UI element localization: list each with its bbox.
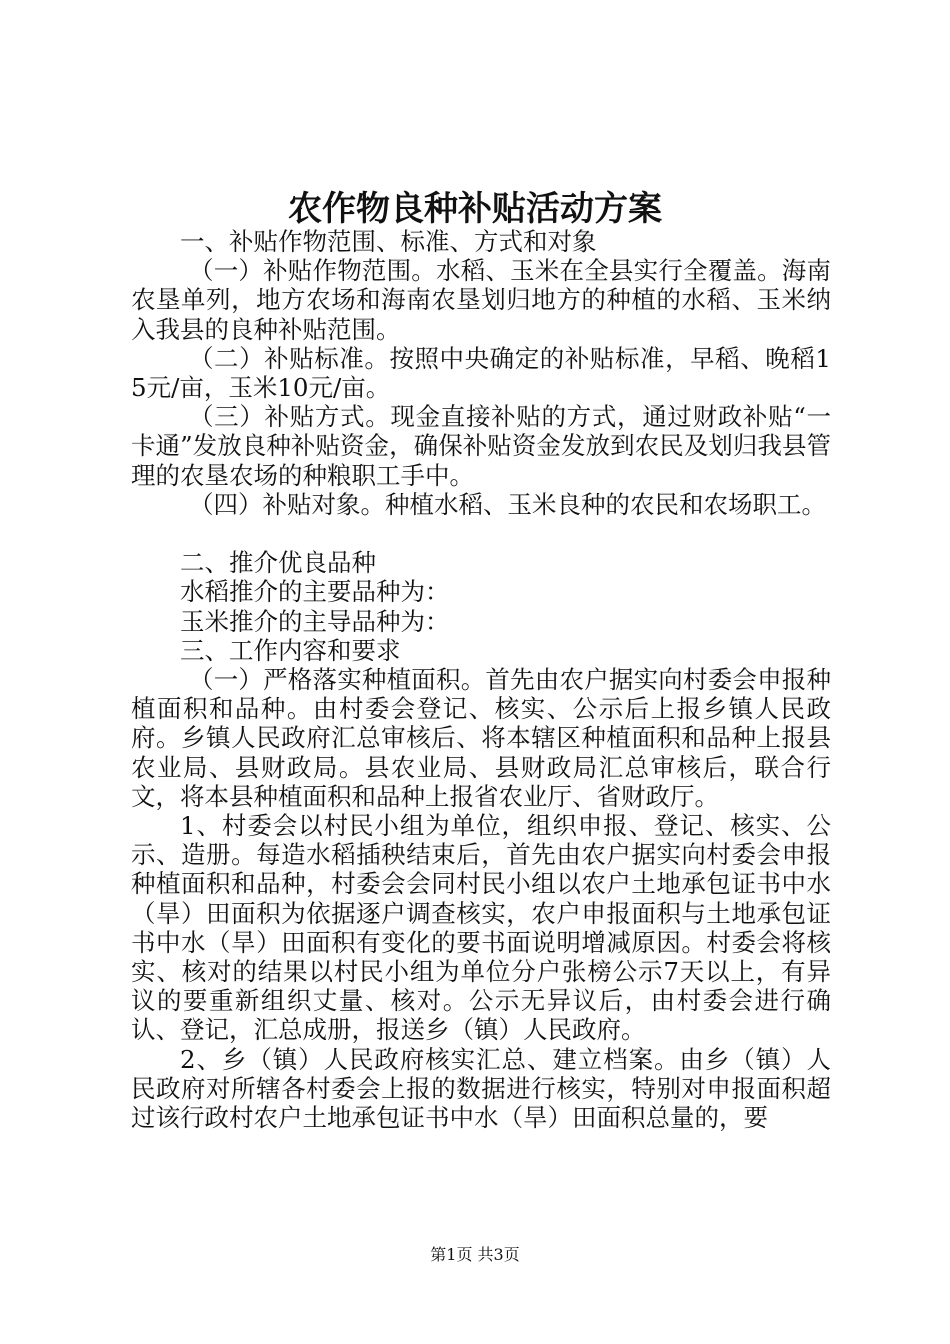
paragraph-township-government: 2、乡（镇）人民政府核实汇总、建立档案。由乡（镇）人民政府对所辖各村委会上报的数据进行核实，特别对申报面积超过该行政村农户土地承包证书中水（旱）田面积总量的，要 — [131, 1044, 831, 1133]
section-heading-2: 二、推介优良品种 — [180, 548, 376, 578]
paragraph-subsidy-standard: （二）补贴标准。按照中央确定的补贴标准，早稻、晚稻15元/亩，玉米10元/亩。 — [131, 343, 831, 403]
corn-varieties-line: 玉米推介的主导品种为： — [180, 606, 450, 636]
section-heading-1: 一、补贴作物范围、标准、方式和对象 — [180, 227, 597, 256]
paragraph-crop-scope: （一）补贴作物范围。水稻、玉米在全县实行全覆盖。海南农垦单列，地方农场和海南农垦划归地方的种植的水稻、玉米纳入我县的良种补贴范围。 — [131, 256, 831, 344]
section-heading-3: 三、工作内容和要求 — [180, 635, 401, 665]
paragraph-subsidy-target: （四）补贴对象。种植水稻、玉米良种的农民和农场职工。 — [189, 489, 826, 519]
paragraph-village-committee: 1、村委会以村民小组为单位，组织申报、登记、核实、公示、造册。每造水稻插秧结束后，首先由农户据实向村委会申报种植面积和品种，村委会会同村民小组以农户土地承包证书中水（旱）田面积为依据逐户调查核实，农户申报面积与土地承包证书中水（旱）田面积有变化的要书面说明增减原因。村委会将核实、核对的结果以村民小组为单位分户张榜公示7天以上，有异议的要重新组织丈量、核对。公示无异议后，由村委会进行确认、登记，汇总成册，报送乡（镇）人民政府。 — [131, 811, 831, 1045]
paragraph-subsidy-method: （三）补贴方式。现金直接补贴的方式，通过财政补贴“一卡通”发放良种补贴资金，确保补贴资金发放到农民及划归我县管理的农垦农场的种粮职工手中。 — [131, 402, 831, 490]
document-body — [131, 227, 831, 1132]
rice-varieties-line: 水稻推介的主要品种为： — [180, 577, 450, 607]
paragraph-planting-area: （一）严格落实种植面积。首先由农户据实向村委会申报种植面积和品种。由村委会登记、核实、公示后上报乡镇人民政府。乡镇人民政府汇总审核后、将本辖区种植面积和品种上报县农业局、县财政局。县农业局、县财政局汇总审核后，联合行文，将本县种植面积和品种上报省农业厅、省财政厅。 — [131, 665, 831, 811]
document-title: 农作物良种补贴活动方案 — [288, 189, 662, 229]
blank-line — [131, 519, 831, 548]
page-footer: 第1页 共3页 — [430, 1245, 520, 1264]
